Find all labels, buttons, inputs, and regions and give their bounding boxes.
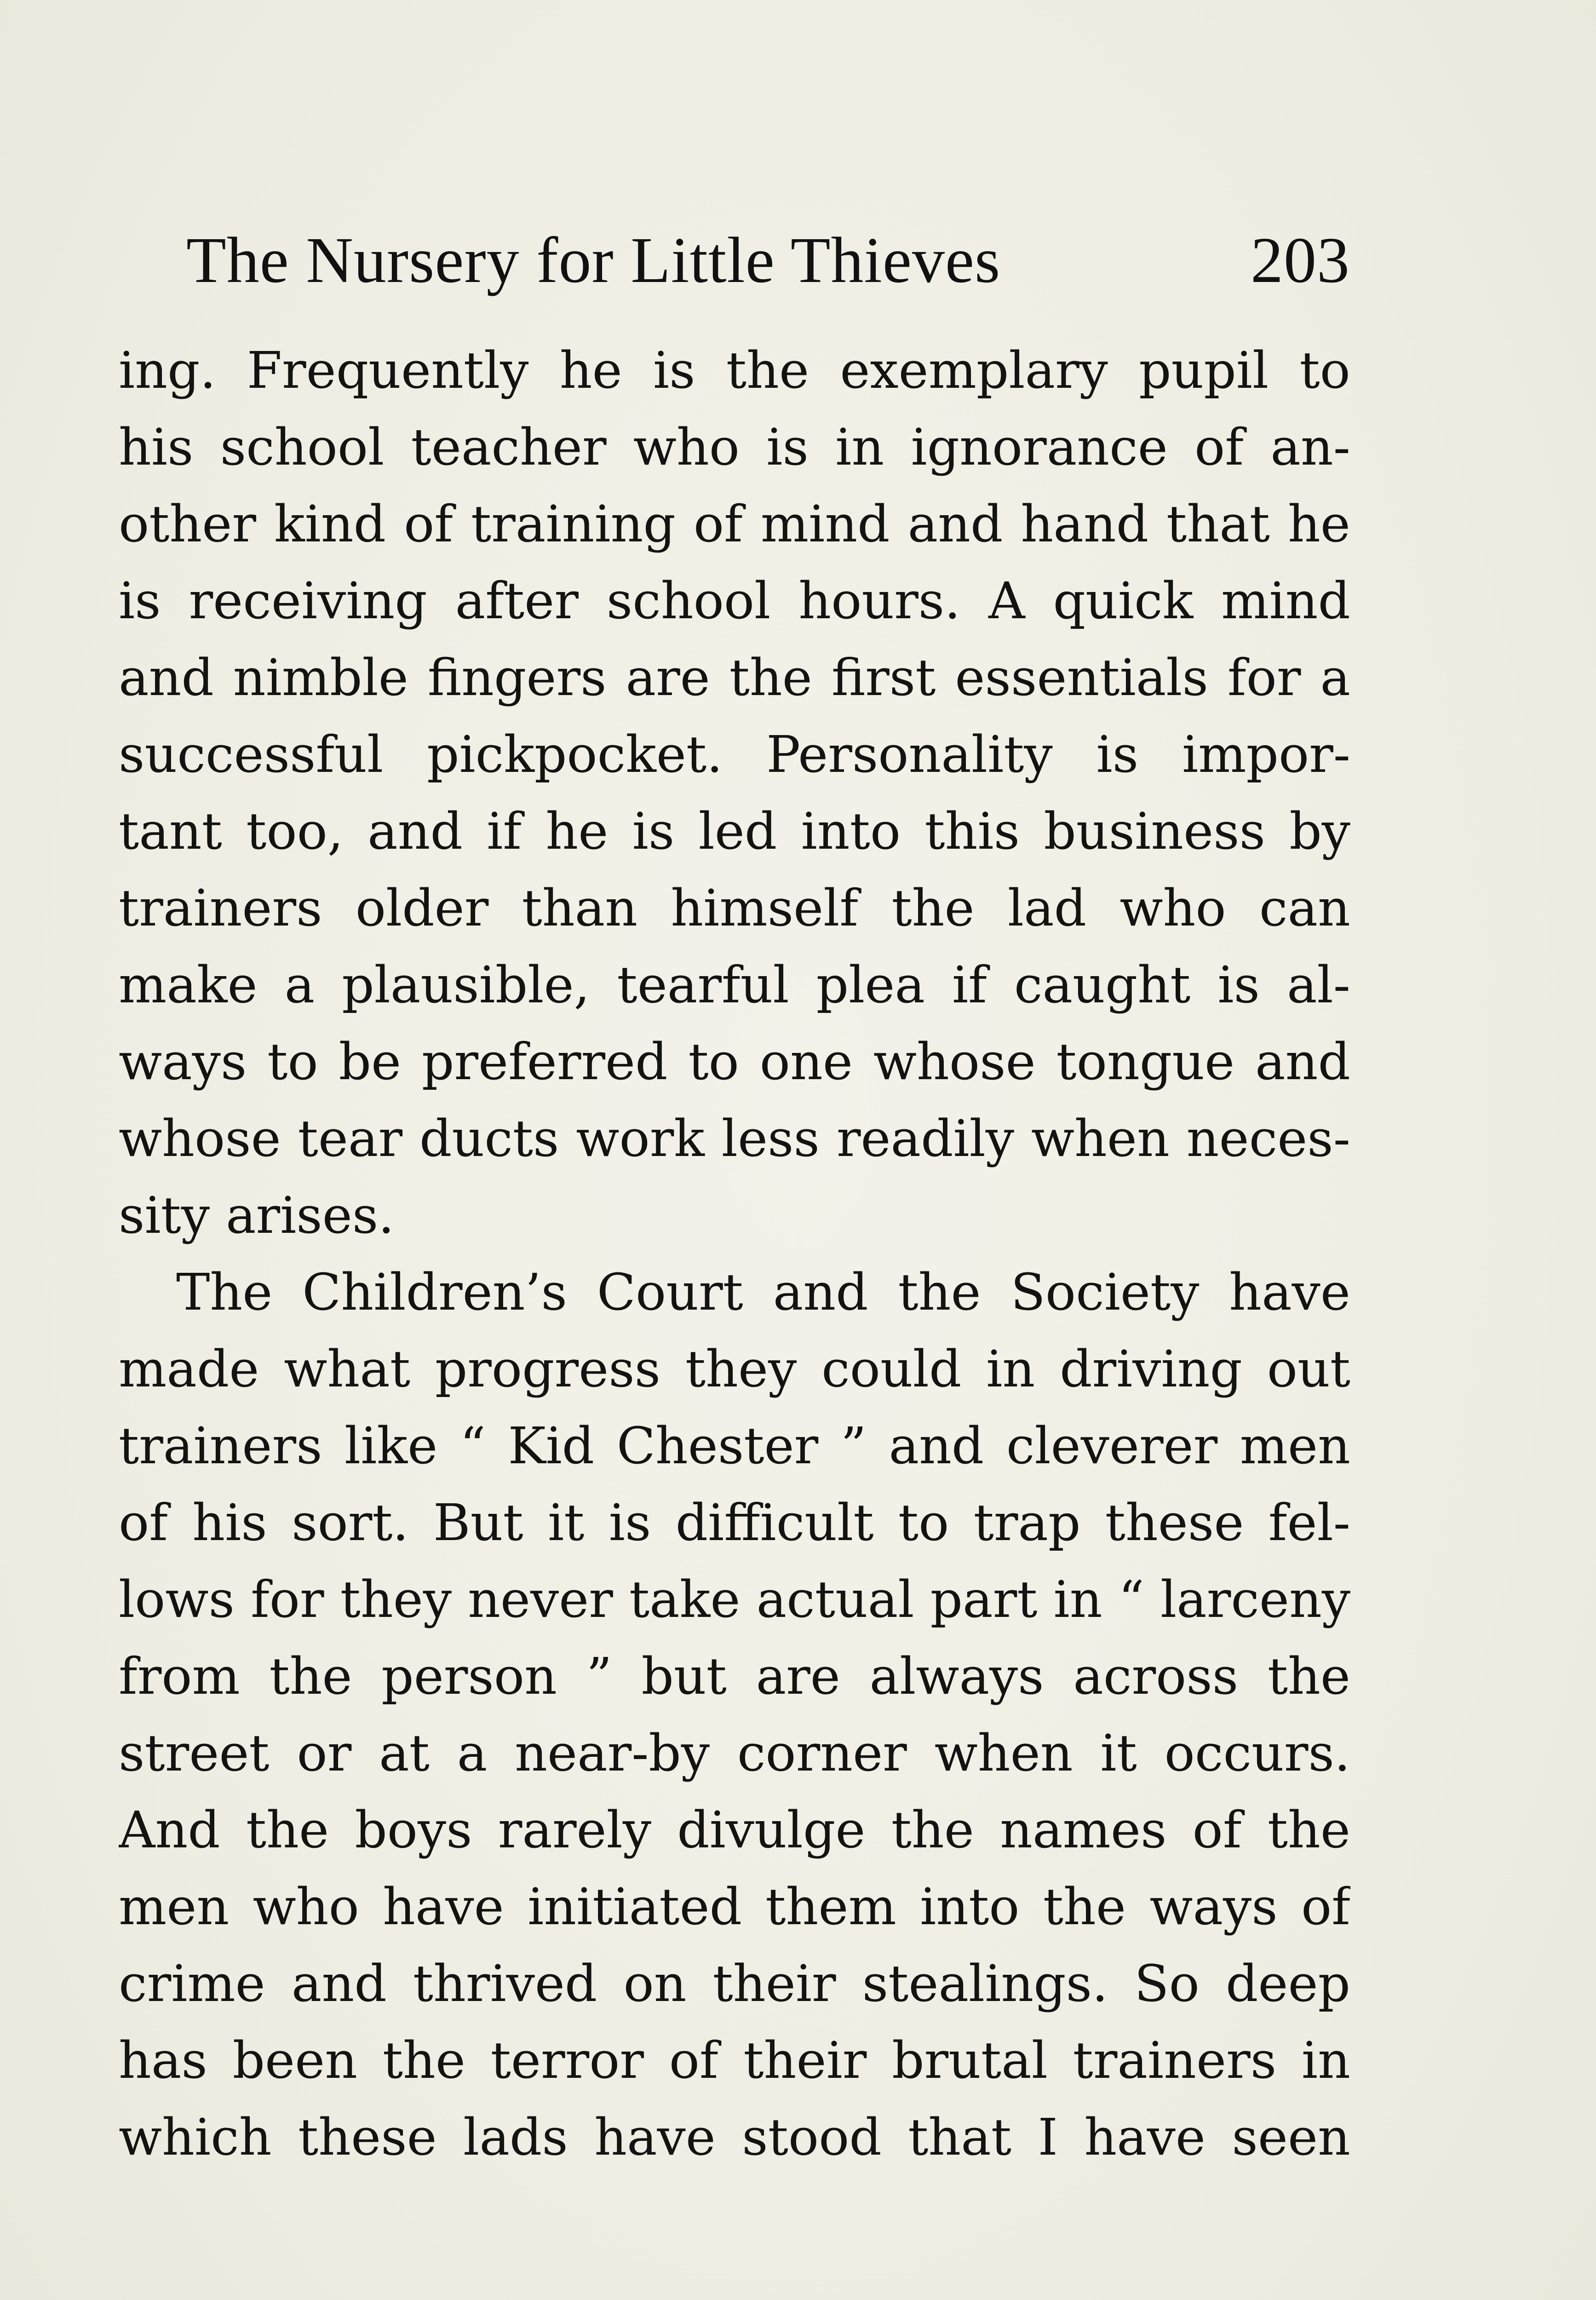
word: terror [490,2031,644,2090]
text-line [119,947,1350,1024]
word: stood [742,2108,882,2167]
word: readily [836,1109,1014,1168]
word: stealings. [862,1954,1108,2013]
word: occurs. [1164,1724,1350,1782]
word: into [801,802,901,861]
word: driving [1060,1340,1242,1398]
word: he [559,341,622,400]
word: Frequently [247,341,529,400]
word: of [1301,1877,1350,1936]
word: brutal [892,2031,1048,2090]
word: his [119,418,194,477]
word: this [924,802,1020,861]
word: business [1044,802,1266,861]
word: their [712,1954,836,2013]
word: names [1000,1800,1167,1859]
word: to [1299,341,1350,400]
word: Children’s [302,1263,567,1322]
word: who [253,1877,359,1936]
word: lad [1007,879,1087,937]
text-line [119,1638,1350,1715]
word: are [626,648,710,707]
word: cleverer [1006,1416,1218,1475]
word: “ [459,1416,486,1475]
word: men [119,1877,230,1936]
word: plea [816,955,925,1014]
word: are [756,1647,840,1706]
word: boys [355,1800,472,1859]
word: mind [1221,571,1350,630]
word: have [1229,1263,1350,1322]
word: across [1073,1647,1239,1706]
word: than [522,879,638,937]
word: and [367,802,463,861]
word: one [759,1032,853,1091]
word: make [119,955,258,1014]
word: is [632,802,675,861]
word: whose [873,1032,1036,1091]
word: out [1267,1340,1350,1398]
word: on [623,1954,687,2013]
word: trap [973,1493,1081,1552]
text-line [119,1484,1350,1561]
word: for [1227,648,1301,707]
word: fingers [427,648,607,707]
word: have [383,1877,504,1936]
word: the [269,1647,352,1706]
word: I [1038,2108,1058,2167]
word: first [831,648,936,707]
word: if [487,802,522,861]
word: Court [597,1263,743,1322]
page-number: 203 [1251,224,1350,296]
word: corner [737,1724,907,1782]
text-line [119,563,1350,639]
word: himself [671,879,859,937]
text-line: sity arises. [119,1186,395,1245]
word: pickpocket. [427,725,723,784]
word: pupil [1139,341,1269,400]
word: But [433,1493,523,1552]
text-line [119,1024,1350,1100]
word: a [1320,648,1350,707]
word: nimble [233,648,408,707]
word: of [1192,1800,1242,1859]
word: which [119,2108,272,2167]
word: is [119,571,161,630]
word: hand [1021,494,1149,553]
word: is [609,1493,651,1552]
word: in [1301,2031,1350,2090]
word: an- [1270,418,1350,477]
text-line [119,639,1350,716]
word: ways [119,1032,247,1091]
word: could [821,1340,962,1398]
word: to [267,1032,318,1091]
word: and [119,648,214,707]
text-line [119,409,1350,486]
word: the [1267,1800,1350,1859]
word: other [119,494,256,553]
word: ignorance [911,418,1168,477]
text-line [119,1715,1350,1792]
text-line [119,1869,1350,1945]
word: by [1289,802,1350,861]
word: have [1084,2108,1206,2167]
word: be [339,1032,402,1091]
word: successful [119,725,384,784]
word: tearful [617,955,789,1014]
word: trainers [1073,2031,1277,2090]
word: men [1240,1416,1350,1475]
word: exemplary [840,341,1108,400]
word: is [1217,955,1260,1014]
word: when [934,1724,1073,1782]
word: it [1100,1724,1137,1782]
word: is [653,341,695,400]
word: the [1043,1877,1126,1936]
word: into [920,1877,1020,1936]
word: in [835,418,884,477]
word: who [633,418,740,477]
word: the [891,879,975,937]
word: rarely [498,1800,651,1859]
word: neces- [1186,1109,1350,1168]
word: is [1096,725,1139,784]
word: whose [119,1109,281,1168]
word: ing. [119,341,216,400]
body-text [119,332,1350,2176]
running-header [186,216,1350,304]
word: trainers [119,879,322,937]
word: part [930,1570,1038,1629]
word: when [1031,1109,1170,1168]
word: tant [119,802,222,861]
word: at [379,1724,430,1782]
word: and [889,1416,984,1475]
word: street [119,1724,270,1782]
word: The [176,1263,273,1322]
word: older [355,879,489,937]
word: progress [435,1340,661,1398]
word: they [685,1340,797,1398]
word: to [898,1493,949,1552]
word: led [698,802,777,861]
word: ducts [419,1109,559,1168]
word: he [1287,494,1350,553]
word: plausible, [342,955,590,1014]
text-line [119,332,1350,409]
word: and [907,494,1003,553]
word: they [340,1570,452,1629]
text-line [119,1331,1350,1408]
word: the [1267,1647,1350,1706]
word: receiving [189,571,427,630]
running-title: The Nursery for Little Thieves [186,224,1001,296]
text-line [119,1945,1350,2022]
word: school [220,418,385,477]
word: lads [463,2108,568,2167]
word: for [251,1570,324,1629]
word: person [381,1647,557,1706]
word: school [606,571,771,630]
word: and [1255,1032,1350,1091]
word: al- [1286,955,1350,1014]
word: Society [1010,1263,1200,1322]
text-line [119,716,1350,793]
word: trainers [119,1416,322,1475]
word: And [119,1800,220,1859]
word: ” [586,1647,612,1706]
word: deep [1225,1954,1350,2013]
word: initiated [528,1877,742,1936]
word: can [1259,879,1350,937]
text-line [119,793,1350,870]
word: to [688,1032,739,1091]
word: or [297,1724,352,1782]
word: never [468,1570,613,1629]
word: So [1134,1954,1200,2013]
word: take [629,1570,741,1629]
word: ways [1149,1877,1278,1936]
word: has [119,2031,207,2090]
word: divulge [677,1800,866,1859]
text-line [119,1254,1350,1331]
text-line [119,486,1350,563]
word: sort. [292,1493,409,1552]
word: the [729,648,812,707]
word: he [545,802,609,861]
word: of [669,2031,718,2090]
word: too, [246,802,344,861]
word: that [908,2108,1012,2167]
word: “ [1118,1570,1144,1629]
word: larceny [1160,1570,1350,1629]
word: actual [756,1570,914,1629]
word: training [471,494,676,553]
word: but [641,1647,727,1706]
word: made [119,1340,259,1398]
word: of [404,494,454,553]
word: preferred [421,1032,668,1091]
word: fel- [1268,1493,1350,1552]
word: always [869,1647,1044,1706]
text-line [119,2022,1350,2099]
word: crime [119,1954,265,2013]
word: their [743,2031,867,2090]
word: near-by [515,1724,710,1782]
word: Chester [616,1416,819,1475]
word: essentials [955,648,1208,707]
word: impor- [1182,725,1350,784]
word: difficult [675,1493,874,1552]
word: the [891,1800,974,1859]
text-line [119,1561,1350,1638]
word: them [765,1877,896,1936]
word: quick [1053,571,1194,630]
text-line [119,1100,1350,1177]
word: kind [274,494,386,553]
word: Kid [508,1416,595,1475]
word: after [455,571,579,630]
word: teacher [411,418,607,477]
word: ” [840,1416,867,1475]
word: mind [760,494,890,553]
word: Personality [766,725,1053,784]
word: what [284,1340,411,1398]
word: thrived [413,1954,597,2013]
word: a [284,955,315,1014]
word: the [382,2031,465,2090]
word: and [773,1263,868,1322]
word: his [192,1493,267,1552]
word: lows [119,1570,235,1629]
word: it [548,1493,585,1552]
text-line [119,1408,1350,1484]
word: of [693,494,743,553]
word: been [232,2031,358,2090]
text-line [119,2099,1350,2176]
word: A [988,571,1025,630]
word: who [1119,879,1226,937]
word: from [119,1647,240,1706]
word: these [1105,1493,1244,1552]
word: the [898,1263,981,1322]
word: in [1053,1570,1102,1629]
word: in [986,1340,1035,1398]
word: these [298,2108,437,2167]
word: a [457,1724,488,1782]
text-line [119,1792,1350,1869]
word: hours. [798,571,961,630]
word: caught [1014,955,1191,1014]
word: like [344,1416,438,1475]
word: and [291,1954,387,2013]
word: of [1194,418,1244,477]
word: the [726,341,809,400]
word: tongue [1056,1032,1235,1091]
word: is [766,418,809,477]
word: less [721,1109,820,1168]
word: the [246,1800,329,1859]
word: that [1166,494,1270,553]
word: tear [298,1109,403,1168]
word: seen [1232,2108,1350,2167]
word: of [119,1493,168,1552]
word: if [952,955,987,1014]
text-line [119,870,1350,947]
word: work [576,1109,705,1168]
word: have [594,2108,716,2167]
